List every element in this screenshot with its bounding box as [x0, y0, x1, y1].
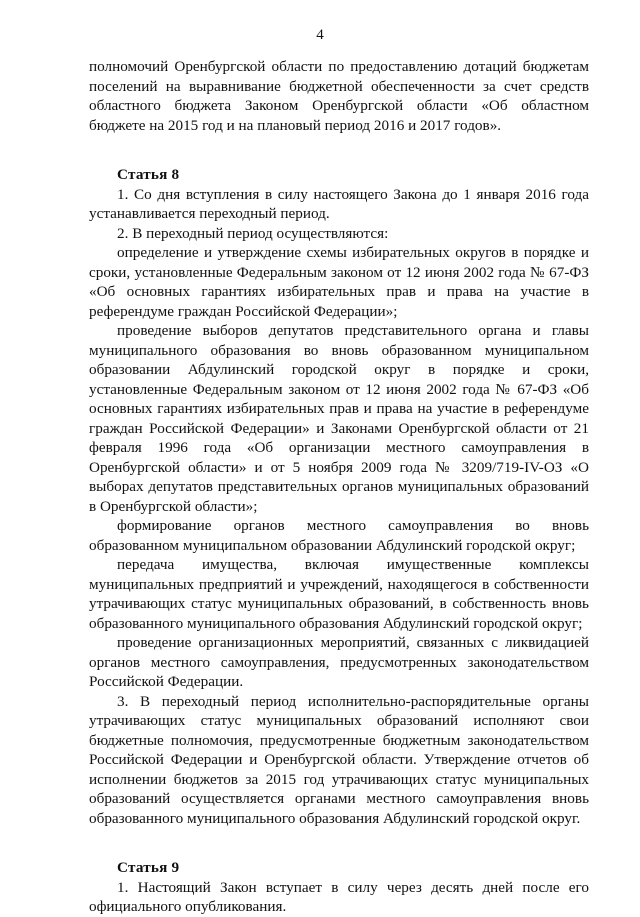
- document-body: [89, 57, 589, 917]
- article-8-paragraph-3: определение и утверждение схемы избирательных округов в порядке и сроки, установленные Федеральным законом от 12 июня 2002 года № 67-ФЗ «Об основных гарантиях избирательных прав и права на участие в референдуме граждан Российской Федерации»;: [89, 244, 589, 320]
- article-8-paragraph-6: передача имущества, включая имущественные комплексы муниципальных предприятий и учреждений, находящегося в собственности утрачивающих статус муниципальных образований, в собственность вновь образованного муниципального образования Абдулинский городской округ;: [89, 556, 589, 632]
- spacer: [89, 135, 589, 165]
- page-number: 4: [316, 27, 324, 43]
- article-8-paragraph-2: 2. В переходный период осуществляются:: [117, 224, 389, 242]
- intro-paragraph: полномочий Оренбургской области по предоставлению дотаций бюджетам поселений на выравнивание бюджетной обеспеченности за счет средств областного бюджета Законом Оренбургской области «Об областном бюджете на 2015 год и на плановый период 2016 и 2017 годов».: [89, 58, 589, 134]
- article-9-paragraph-1: 1. Настоящий Закон вступает в силу через десять дней после его официального опубликования.: [89, 878, 589, 915]
- article-8-paragraph-7: проведение организационных мероприятий, связанных с ликвидацией органов местного самоуправления, предусмотренных законодательством Российской Федерации.: [89, 634, 589, 690]
- article-9-heading: Статья 9: [117, 859, 180, 876]
- spacer: [89, 828, 589, 858]
- article-8-paragraph-4: проведение выборов депутатов представительного органа и главы муниципального образования во вновь образованном муниципальном образовании Абдулинский городской округ в порядке и сроки, установленные Федеральным законом от 12 июня 2002 года № 67-ФЗ «Об основных гарантиях избирательных прав и права на участие в референдуме граждан Российской Федерации» и Законами Оренбургской области от 21 февраля 1996 года «Об организации местного самоуправления в Оренбургской области» и от 5 ноября 2009 года № 3209/719-IV-ОЗ «О выборах депутатов представительных органов муниципальных образований в Оренбургской области»;: [89, 322, 589, 515]
- article-8-paragraph-1: 1. Со дня вступления в силу настоящего Закона до 1 января 2016 года устанавливается переходный период.: [89, 185, 589, 222]
- article-8-heading: Статья 8: [117, 166, 180, 183]
- article-8-paragraph-8: 3. В переходный период исполнительно-распорядительные органы утрачивающих статус муниципальных образований исполняют свои бюджетные полномочия, предусмотренные бюджетным законодательством Российской Федерации и Оренбургской области. Утверждение отчетов об исполнении бюджетов за 2015 год утрачивающих статус муниципальных образований осуществляется органами местного самоуправления вновь образованного муниципального образования Абдулинский городской округ.: [89, 692, 589, 827]
- article-8-paragraph-5: формирование органов местного самоуправления во вновь образованном муниципальном образовании Абдулинский городской округ;: [89, 517, 589, 554]
